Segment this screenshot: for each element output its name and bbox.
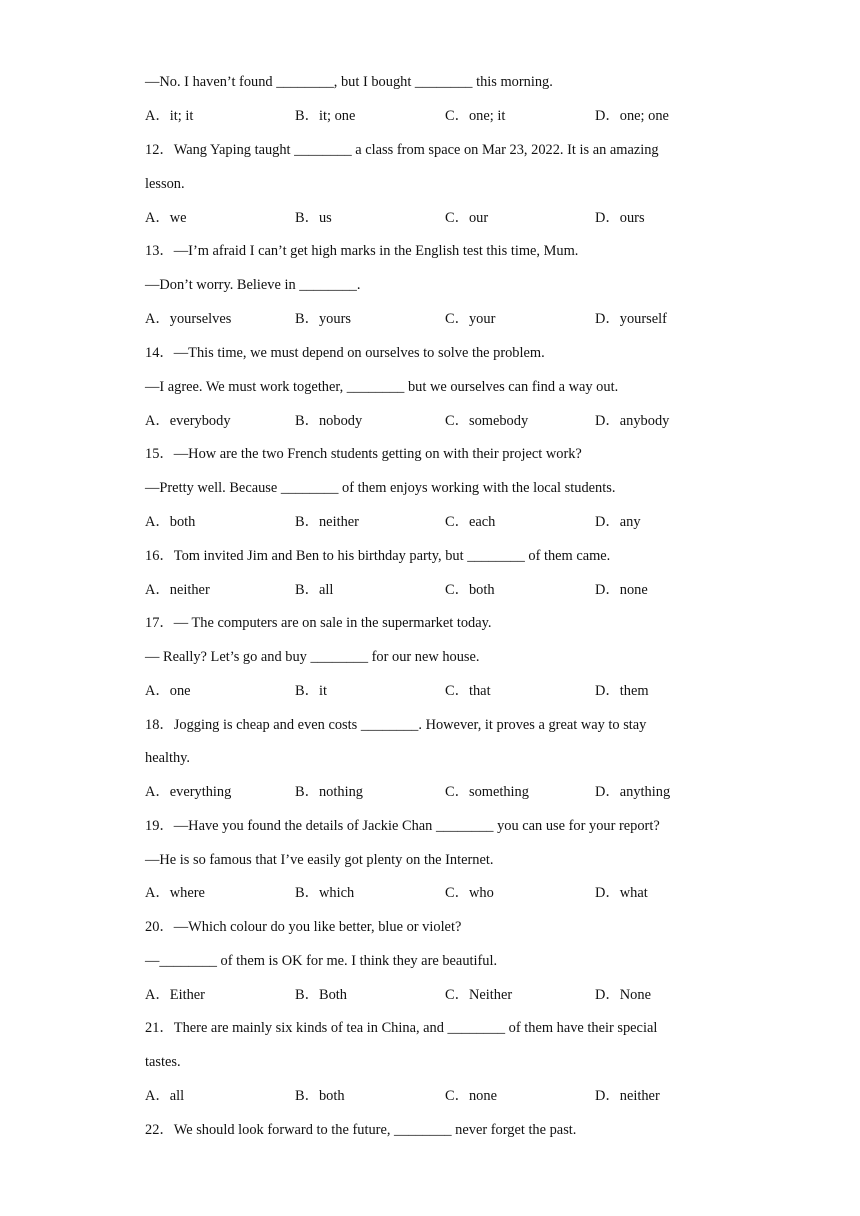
q19-option-d: D．what xyxy=(595,885,648,901)
q11-option-a: A．it; it xyxy=(145,108,194,124)
q12-options xyxy=(145,201,745,235)
q15-option-c: C．each xyxy=(445,514,496,530)
q11-option-d: D．one; one xyxy=(595,108,669,124)
q19-option-b: B．which xyxy=(295,885,355,901)
q18-option-b: B．nothing xyxy=(295,784,363,800)
q14-option-d: D．anybody xyxy=(595,413,670,429)
q18-option-c: C．something xyxy=(445,784,529,800)
q12-stem: 12．Wang Yaping taught ________ a class from space on Mar 23, 2022. It is an amazing xyxy=(145,142,659,158)
q20-option-c: C．Neither xyxy=(445,987,513,1003)
q15-options xyxy=(145,505,745,539)
q13-options xyxy=(145,302,745,336)
q19-option-a: A．where xyxy=(145,885,205,901)
q15-option-d: D．any xyxy=(595,514,641,530)
q20-option-a: A．Either xyxy=(145,987,205,1003)
q16-options xyxy=(145,573,745,607)
q16-option-a: A．neither xyxy=(145,582,210,598)
q15-option-b: B．neither xyxy=(295,514,359,530)
q18-stem-cont: healthy. xyxy=(145,750,191,766)
q14-options xyxy=(145,404,745,438)
q16-option-b: B．all xyxy=(295,582,334,598)
q17-option-a: A．one xyxy=(145,683,191,699)
q21-option-d: D．neither xyxy=(595,1088,660,1104)
q18-stem: 18．Jogging is cheap and even costs ________. However, it proves a great way to stay xyxy=(145,717,647,733)
q21-option-b: B．both xyxy=(295,1088,345,1104)
q12-option-d: D．ours xyxy=(595,210,645,226)
q13-option-c: C．your xyxy=(445,311,496,327)
q18-options xyxy=(145,775,745,809)
q14-stem: 14．—This time, we must depend on ourselves to solve the problem. xyxy=(145,345,545,361)
q15-response: —Pretty well. Because ________ of them enjoys working with the local students. xyxy=(145,480,616,496)
q22-stem: 22．We should look forward to the future, ________ never forget the past. xyxy=(145,1122,577,1138)
q19-option-c: C．who xyxy=(445,885,494,901)
q14-option-c: C．somebody xyxy=(445,413,529,429)
q17-stem: 17．— The computers are on sale in the supermarket today. xyxy=(145,615,492,631)
q17-option-b: B．it xyxy=(295,683,327,699)
q12-option-c: C．our xyxy=(445,210,489,226)
q20-options xyxy=(145,978,745,1012)
q13-option-b: B．yours xyxy=(295,311,351,327)
q12-stem-cont: lesson. xyxy=(145,176,185,192)
q18-option-d: D．anything xyxy=(595,784,671,800)
q11-option-c: C．one; it xyxy=(445,108,506,124)
q16-option-d: D．none xyxy=(595,582,648,598)
q13-response: —Don’t worry. Believe in ________. xyxy=(145,277,361,293)
q18-option-a: A．everything xyxy=(145,784,232,800)
q16-option-c: C．both xyxy=(445,582,495,598)
q21-options xyxy=(145,1079,745,1113)
q21-option-c: C．none xyxy=(445,1088,497,1104)
q21-stem: 21．There are mainly six kinds of tea in China, and ________ of them have their special xyxy=(145,1020,658,1036)
q17-options xyxy=(145,674,745,708)
q12-option-b: B．us xyxy=(295,210,332,226)
q20-option-d: D．None xyxy=(595,987,651,1003)
q12-option-a: A．we xyxy=(145,210,187,226)
q16-stem: 16．Tom invited Jim and Ben to his birthday party, but ________ of them came. xyxy=(145,548,611,564)
q15-stem: 15．—How are the two French students getting on with their project work? xyxy=(145,446,582,462)
q17-response: — Really? Let’s go and buy ________ for our new house. xyxy=(145,649,480,665)
q19-response: —He is so famous that I’ve easily got plenty on the Internet. xyxy=(145,852,494,868)
q20-option-b: B．Both xyxy=(295,987,347,1003)
q11-options xyxy=(145,99,745,133)
q21-stem-cont: tastes. xyxy=(145,1054,181,1070)
q17-option-c: C．that xyxy=(445,683,491,699)
q14-option-b: B．nobody xyxy=(295,413,363,429)
q20-response: —________ of them is OK for me. I think they are beautiful. xyxy=(145,953,498,969)
q14-response: —I agree. We must work together, ________ but we ourselves can find a way out. xyxy=(145,379,619,395)
q15-option-a: A．both xyxy=(145,514,196,530)
q17-option-d: D．them xyxy=(595,683,649,699)
q19-stem: 19．—Have you found the details of Jackie Chan ________ you can use for your report? xyxy=(145,818,660,834)
q14-option-a: A．everybody xyxy=(145,413,231,429)
q20-stem: 20．—Which colour do you like better, blue or violet? xyxy=(145,919,462,935)
q13-option-d: D．yourself xyxy=(595,311,667,327)
q19-options xyxy=(145,876,745,910)
q11-answer-line: —No. I haven’t found ________, but I bought ________ this morning. xyxy=(145,74,553,90)
q11-option-b: B．it; one xyxy=(295,108,356,124)
q21-option-a: A．all xyxy=(145,1088,185,1104)
q13-stem: 13．—I’m afraid I can’t get high marks in the English test this time, Mum. xyxy=(145,243,579,259)
q13-option-a: A．yourselves xyxy=(145,311,232,327)
